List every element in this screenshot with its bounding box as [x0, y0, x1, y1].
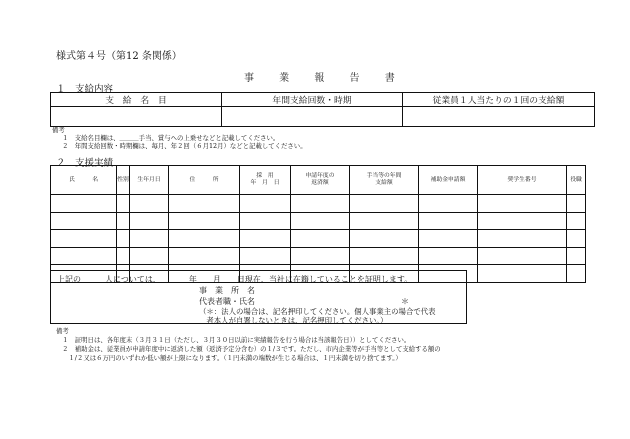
- col-address: 住 所: [169, 166, 240, 195]
- col-repayment: 申請年度の 返済額: [291, 166, 350, 195]
- footer-note-2: ２ 補助金は、従業員が申請年度中に返済した額（返済予定分含む）の１/３です。ただし、市内企業等が手当等として支給する額の: [62, 345, 441, 353]
- col-scholar-number: 奨学生番号: [478, 166, 567, 195]
- col-gender: 性別: [117, 166, 130, 195]
- table-row: [51, 195, 586, 213]
- representative-label: 代表者職・氏名: [199, 297, 255, 306]
- document-title: 事 業 報 告 書: [244, 73, 406, 84]
- footer-note-1: １ 証明日は、各年度末（３月３１日（ただし、３月３０日以前に実績報告を行う場合は当該報告日））としてください。: [62, 336, 411, 344]
- footer-note-3: １/２又は６万円のいずれか低い額が上限になります。（１円未満の端数が生じる場合は、１円未満を切り捨てます。）: [62, 354, 402, 362]
- table-row: [51, 212, 586, 230]
- form-number: 様式第４号（第12 条関係）: [56, 51, 182, 62]
- table-row: [51, 230, 586, 248]
- footer-notes-label: 備考: [56, 327, 69, 335]
- amount-cell[interactable]: [403, 107, 595, 127]
- payment-name-cell[interactable]: [51, 107, 222, 127]
- col-hire-date: 採 用 年 月 日: [240, 166, 291, 195]
- notes-label: 備考: [52, 126, 65, 134]
- col-position: 役職: [567, 166, 586, 195]
- office-name-label: 事 業 所 名: [199, 286, 255, 295]
- certificate-statement: 上記の 人については、 年 月 日現在、当社に在籍していることを証明します。: [57, 275, 413, 284]
- col-payment-name: 支 給 名 目: [51, 93, 222, 107]
- section2-heading: ２ 支援実績: [56, 158, 114, 169]
- seal-note-1: （＊：法人の場合は、記名押印してください。個人事業主の場合で代表: [199, 307, 436, 316]
- support-results-table: [50, 165, 586, 283]
- col-birthdate: 生年月日: [130, 166, 169, 195]
- seal-note-2: 者本人が自署しないときは、記名押印してください。）: [199, 316, 388, 325]
- col-subsidy-amount: 補助金申請額: [419, 166, 478, 195]
- seal-asterisk: ＊: [401, 297, 409, 306]
- note-2: ２ 年間支給回数・時期欄は、毎月、年２回（６月12月）などと記載してください。: [62, 142, 307, 150]
- col-name: 氏 名: [51, 166, 117, 195]
- col-annual-frequency: 年間支給回数・時期: [222, 93, 403, 107]
- payment-table: [50, 92, 595, 127]
- col-amount-per-employee: 従業員１人当たりの１回の支給額: [403, 93, 595, 107]
- annual-frequency-cell[interactable]: [222, 107, 403, 127]
- col-annual-allowance: 手当等の年間 支給額: [350, 166, 419, 195]
- certificate-box: [50, 270, 467, 324]
- section1-heading: １ 支給内容: [56, 84, 114, 95]
- table-row: [51, 247, 586, 265]
- note-1: １ 支給名目欄は、＿＿＿手当、賞与への上乗せなどと記載してください。: [62, 134, 280, 142]
